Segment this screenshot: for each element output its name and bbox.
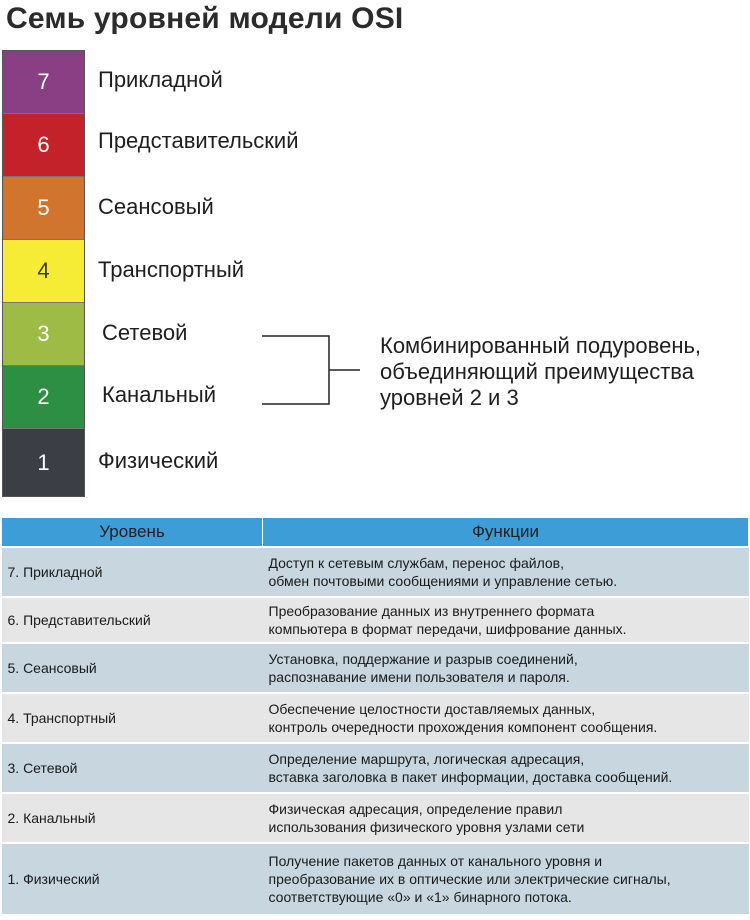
bracket-line bbox=[262, 336, 329, 404]
layer-box-6: 6 bbox=[3, 114, 84, 177]
combined-note-line: объединяющий преимущества bbox=[380, 359, 694, 384]
table-row bbox=[2, 843, 749, 915]
row-functions: Определение маршрута, логическая адресация, вставка заголовка в пакет информации, доставка сообщений. bbox=[263, 743, 749, 793]
row-level: 2. Канальный bbox=[2, 793, 263, 843]
row-level: 6. Представительский bbox=[2, 597, 263, 643]
table-row bbox=[2, 597, 749, 643]
layer-box-5: 5 bbox=[3, 177, 84, 240]
layer-name-5: Сеансовый bbox=[98, 194, 214, 219]
row-level: 1. Физический bbox=[2, 843, 263, 915]
layer-box-7: 7 bbox=[3, 51, 84, 114]
layer-box-1: 1 bbox=[3, 429, 84, 496]
layer-box-3: 3 bbox=[3, 303, 84, 366]
combined-note-line: уровней 2 и 3 bbox=[380, 385, 519, 410]
row-functions: Преобразование данных из внутреннего формата компьютера в формат передачи, шифрование данных. bbox=[263, 597, 749, 643]
layer-name-6: Представительский bbox=[98, 128, 299, 153]
row-functions: Установка, поддержание и разрыв соединений, распознавание имени пользователя и пароля. bbox=[263, 643, 749, 693]
table-row bbox=[2, 693, 749, 743]
combined-sublayer-note bbox=[380, 333, 701, 411]
row-level: 4. Транспортный bbox=[2, 693, 263, 743]
row-functions: Физическая адресация, определение правил использования физического уровня узлами сети bbox=[263, 793, 749, 843]
osi-functions-table bbox=[1, 517, 749, 916]
table-row bbox=[2, 547, 749, 597]
table-row bbox=[2, 643, 749, 693]
row-level: 5. Сеансовый bbox=[2, 643, 263, 693]
layer-name-3: Сетевой bbox=[102, 320, 188, 345]
row-functions: Обеспечение целостности доставляемых данных, контроль очередности прохождения компонент сообщения. bbox=[263, 693, 749, 743]
table-row bbox=[2, 793, 749, 843]
row-level: 7. Прикладной bbox=[2, 547, 263, 597]
layer-box-4: 4 bbox=[3, 240, 84, 303]
layer-name-2: Канальный bbox=[102, 382, 216, 407]
row-functions: Доступ к сетевым службам, перенос файлов, обмен почтовыми сообщениями и управление сетью. bbox=[263, 547, 749, 597]
header-functions: Функции bbox=[263, 518, 749, 548]
row-functions: Получение пакетов данных от канального уровня и преобразование их в оптические или электрические сигналы, соответствующие «0» и «1» бинарного потока. bbox=[263, 843, 749, 915]
combined-note-line: Комбинированный подуровень, bbox=[380, 333, 702, 358]
diagram-title: Семь уровней модели OSI bbox=[6, 2, 404, 35]
layer-name-7: Прикладной bbox=[98, 67, 223, 92]
table-row bbox=[2, 743, 749, 793]
layer-name-4: Транспортный bbox=[98, 257, 245, 282]
header-level: Уровень bbox=[2, 518, 263, 548]
layer-name-1: Физический bbox=[98, 448, 219, 473]
row-level: 3. Сетевой bbox=[2, 743, 263, 793]
layer-box-2: 2 bbox=[3, 366, 84, 429]
